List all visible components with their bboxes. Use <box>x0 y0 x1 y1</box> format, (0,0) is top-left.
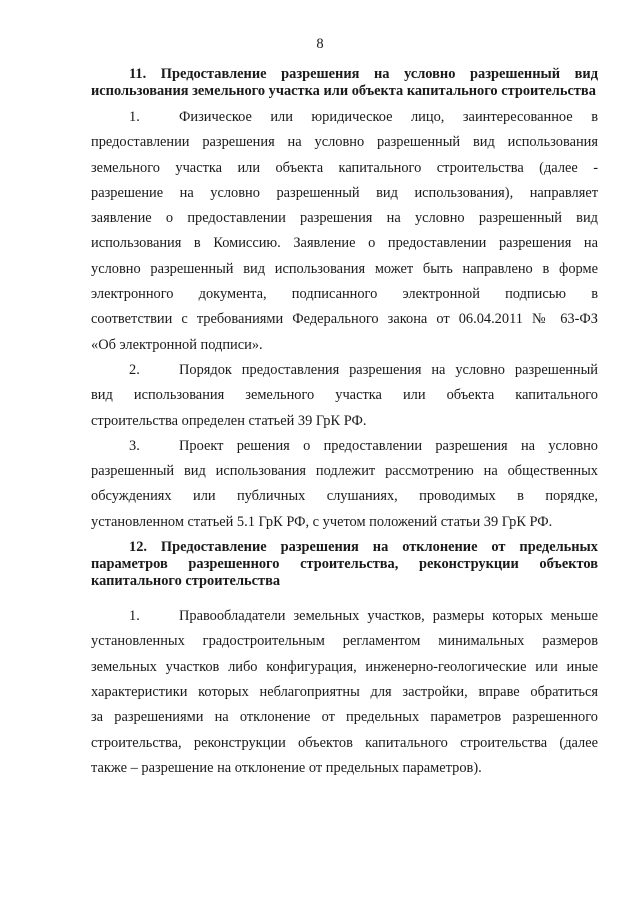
paragraph <box>91 604 598 781</box>
paragraph-line: заявление о предоставлении разрешения на условно разрешенный вид <box>91 210 598 227</box>
paragraph <box>91 358 598 434</box>
paragraph-line: Порядок предоставления разрешения на условно разрешенный <box>179 361 598 378</box>
paragraph-line: строительства, реконструкции объектов капитального строительства (далее <box>91 734 598 751</box>
section-12 <box>91 539 598 781</box>
page-number: 8 <box>316 36 324 52</box>
paragraph-line: также – разрешение на отклонение от предельных параметров). <box>91 759 482 776</box>
paragraph-line: установленном статьей 5.1 ГрК РФ, с учетом положений статьи 39 ГрК РФ. <box>91 513 553 530</box>
paragraph-line: разрешенный вид использования подлежит рассмотрению на общественных <box>91 463 598 480</box>
paragraph-line: Физическое или юридическое лицо, заинтересованное в <box>179 109 598 125</box>
section-heading: 12. Предоставление разрешения на отклонение от предельных параметров разрешенного строительства, реконструкции объектов капитального строительства <box>91 539 598 590</box>
paragraph-line: соответствии с требованиями Федерального закона от 06.04.2011 № 63-ФЗ <box>91 311 598 328</box>
document-body <box>91 66 598 781</box>
section-heading: 11. Предоставление разрешения на условно разрешенный вид использования земельного участка или объекта капитального строительства <box>91 66 598 99</box>
paragraph-number: 1. <box>129 109 140 125</box>
paragraph-line: условно разрешенный вид использования может быть направлено в форме <box>91 260 598 277</box>
paragraph <box>91 105 598 358</box>
paragraph-line: использования в Комиссию. Заявление о предоставлении разрешения на <box>91 235 598 252</box>
paragraph-line: обсуждениях или публичных слушаниях, проводимых в порядке, <box>91 488 598 505</box>
paragraph-line: Проект решения о предоставлении разрешения на условно <box>179 437 598 454</box>
section-11 <box>91 66 598 535</box>
paragraph <box>91 434 598 535</box>
paragraph-number: 3. <box>129 437 140 454</box>
paragraph-line: установленных градостроительным регламентом минимальных размеров <box>91 633 598 650</box>
paragraph-line: «Об электронной подписи». <box>91 336 263 353</box>
paragraph-line: земельных участков либо конфигурация, инженерно-геологические или иные <box>91 658 598 675</box>
paragraph-line: строительства определен статьей 39 ГрК РФ. <box>91 412 367 429</box>
paragraph-line: предоставлении разрешения на условно разрешенный вид использования <box>91 134 598 151</box>
paragraph-number: 2. <box>129 361 140 378</box>
paragraph-line: за разрешениями на отклонение от предельных параметров разрешенного <box>91 709 598 726</box>
paragraph-line: электронного документа, подписанного электронной подписью в <box>91 286 598 303</box>
paragraph-line: вид использования земельного участка или объекта капитального <box>91 387 598 404</box>
paragraph-line: Правообладатели земельных участков, размеры которых меньше <box>179 608 598 625</box>
paragraph-line: разрешение на условно разрешенный вид использования), направляет <box>91 184 598 201</box>
paragraph-line: характеристики которых неблагоприятны для застройки, вправе обратиться <box>91 683 598 700</box>
paragraph-number: 1. <box>129 608 140 625</box>
paragraph-line: земельного участка или объекта капитального строительства (далее - <box>91 159 598 176</box>
